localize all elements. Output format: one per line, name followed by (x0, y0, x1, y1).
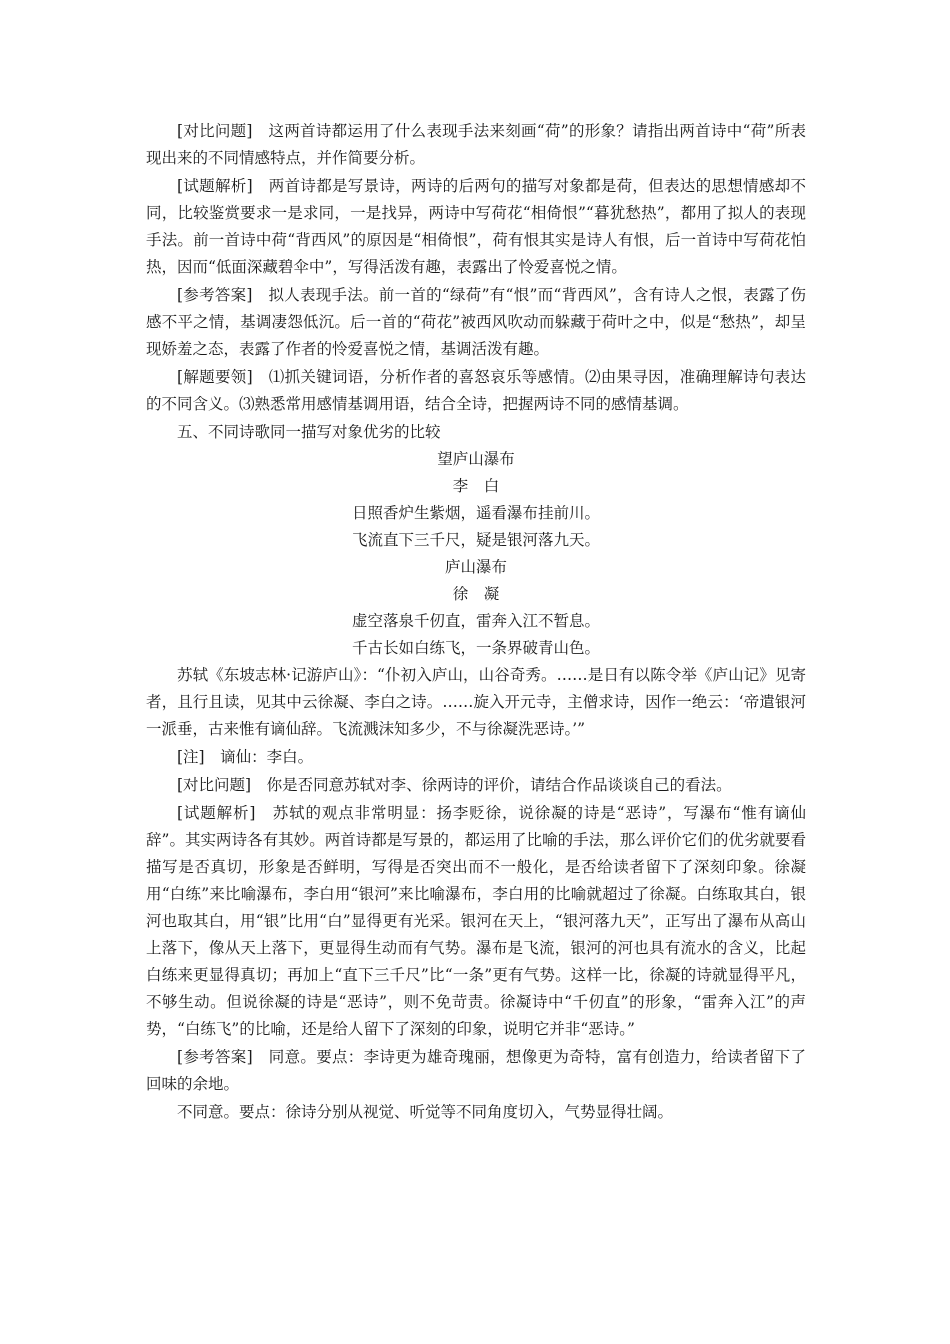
question-label: [对比问题] (177, 776, 252, 794)
answer-text: 拟人表现手法。前一首的“绿荷”有“恨”而“背西风”，含有诗人之恨，表露了伤感不平之情，基调凄怨低沉。后一首的“荷花”被西风吹动而躲藏于荷叶之中，似是“愁热”，却呈现娇羞之态，表露了作者的怜爱喜悦之情，基调活泼有趣。 (146, 286, 806, 358)
poem1-line2: 飞流直下三千尺，疑是银河落九天。 (351, 531, 600, 549)
poem1-title: 望庐山瀑布 (437, 450, 515, 468)
part1-tips (146, 364, 806, 418)
poem1-author: 李 白 (452, 477, 500, 495)
document-page (146, 118, 806, 1127)
note-label: [注] (177, 748, 205, 766)
answer-label: [参考答案] (177, 286, 253, 304)
disagree-point: 不同意。要点：徐诗分别从视觉、听觉等不同角度切入，气势显得壮阔。 (177, 1103, 674, 1121)
poem1-line1: 日照香炉生紫烟，遥看瀑布挂前川。 (351, 504, 600, 522)
analysis-text: 苏轼的观点非常明显：扬李贬徐，说徐凝的诗是“恶诗”，写瀑布“惟有谪仙辞”。其实两诗各有其妙。两首诗都是写景的，都运用了比喻的手法，那么评价它们的优劣就要看描写是否真切，形象是否鲜明，写得是否突出而不一般化，是否给读者留下了深刻印象。徐凝用“白练”来比喻瀑布，李白用“银河”来比喻瀑布，李白用的比喻就超过了徐凝。白练取其白，银河也取其白，用“银”比用“白”显得更有光采。银河在天上，“银河落九天”，正写出了瀑布从高山上落下，像从天上落下，更显得生动而有气势。瀑布是飞流，银河的河也具有流水的含义，比起白练来更显得真切；再加上“直下三千尺”比“一条”更有气势。这样一比，徐凝的诗就显得平凡，不够生动。但说徐凝的诗是“恶诗”，则不免苛责。徐凝诗中“千仞直”的形象，“雷奔入江”的声势，“白练飞”的比喻，还是给人留下了深刻的印象，说明它并非“恶诗。” (146, 804, 806, 1038)
note-text: 谪仙：李白。 (220, 748, 314, 766)
question-label: [对比问题] (177, 122, 253, 140)
poem2-line2: 千古长如白练飞，一条界破青山色。 (351, 639, 600, 657)
poem2-line1: 虚空落泉千仞直，雷奔入江不暂息。 (351, 612, 600, 630)
analysis-text: 两首诗都是写景诗，两诗的后两句的描写对象都是荷，但表达的思想情感却不同，比较鉴赏要求一是求同，一是找异，两诗中写荷花“相倚恨”“暮犹愁热”，都用了拟人的表现手法。前一首诗中荷“背西风”的原因是“相倚恨”，荷有恨其实是诗人有恨，后一首诗中写荷花怕热，因而“低面深藏碧伞中”，写得活泼有趣，表露出了怜爱喜悦之情。 (146, 177, 806, 276)
part1-question (146, 118, 806, 172)
section-heading: 五、不同诗歌同一描写对象优劣的比较 (177, 423, 441, 441)
question-text: 这两首诗都运用了什么表现手法来刻画“荷”的形象？请指出两首诗中“荷”所表现出来的不同情感特点，并作简要分析。 (146, 122, 806, 167)
answer-text: 同意。要点：李诗更为雄奇瑰丽，想像更为奇特，富有创造力，给读者留下了回味的余地。 (146, 1048, 806, 1093)
analysis-label: [试题解析] (177, 804, 256, 822)
question-text: 你是否同意苏轼对李、徐两诗的评价，请结合作品谈谈自己的看法。 (266, 776, 732, 794)
section5-question (146, 772, 806, 799)
tips-label: [解题要领] (177, 368, 253, 386)
part1-analysis (146, 173, 806, 281)
poem2-title: 庐山瀑布 (444, 558, 507, 576)
section5-analysis (146, 800, 806, 1043)
sushi-quote: 苏轼《东坡志林·记游庐山》：“仆初入庐山，山谷奇秀。……是日有以陈令举《庐山记》见寄者，且行且读，见其中云徐凝、李白之诗。……旋入开元寺，主僧求诗，因作一绝云：‘帝遣银河一派垂，古来惟有谪仙辞。飞流溅沫知多少，不与徐凝洗恶诗。’” (146, 666, 806, 738)
answer-label: [参考答案] (177, 1048, 253, 1066)
poem2-author: 徐 凝 (452, 585, 500, 603)
note (146, 744, 806, 771)
part1-answer (146, 282, 806, 363)
analysis-label: [试题解析] (177, 177, 253, 195)
section5-answer (146, 1044, 806, 1098)
tips-text: ⑴抓关键词语，分析作者的喜怒哀乐等感情。⑵由果寻因，准确理解诗句表达的不同含义。⑶熟悉常用感情基调用语，结合全诗，把握两诗不同的感情基调。 (146, 368, 806, 413)
